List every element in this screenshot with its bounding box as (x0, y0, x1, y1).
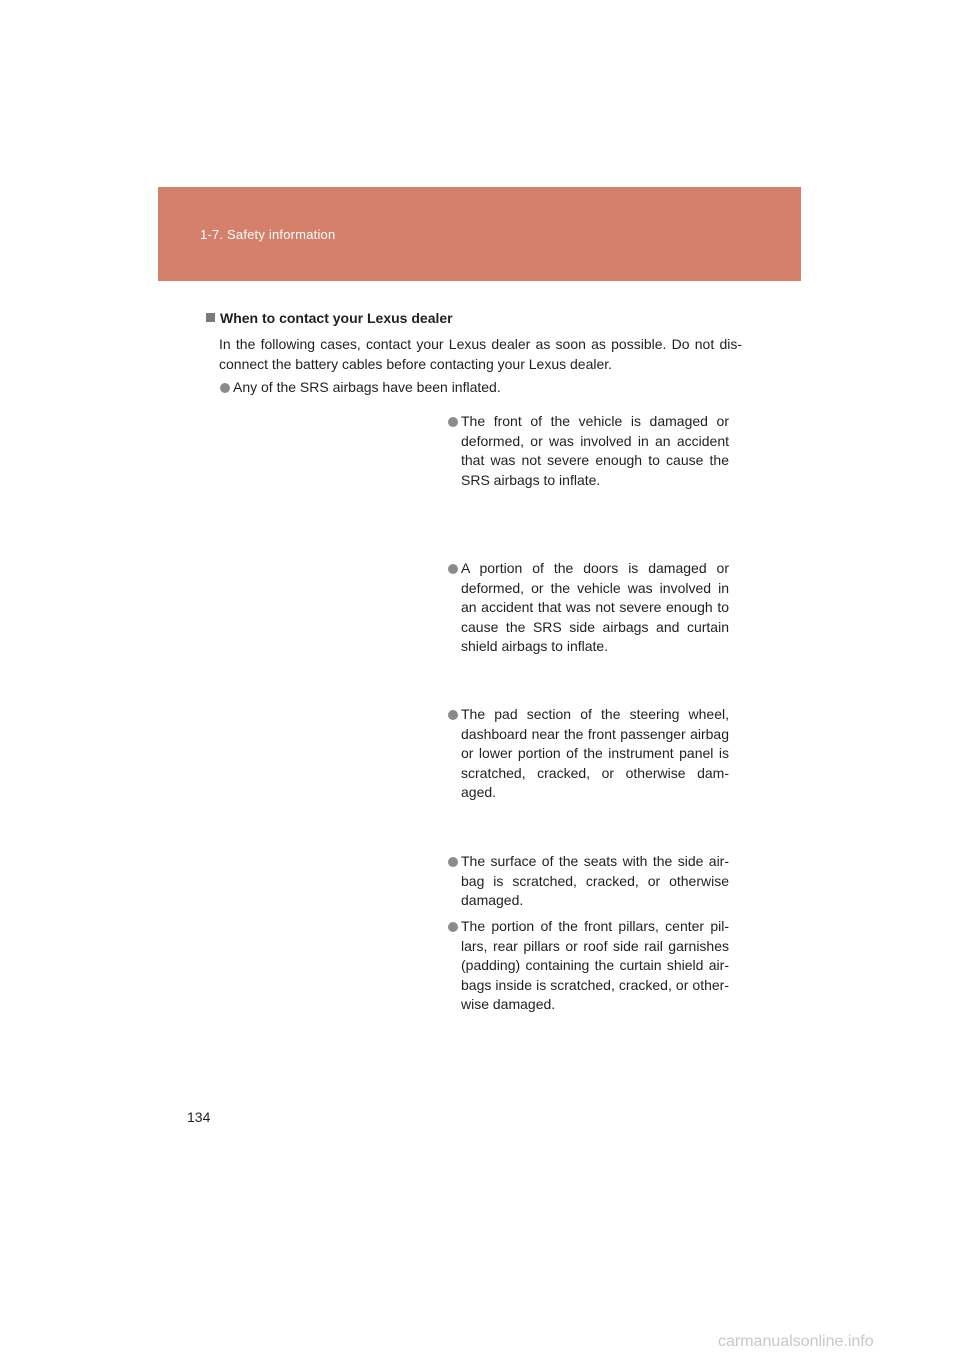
heading-text: When to contact your Lexus dealer (220, 310, 453, 326)
watermark: carmanualsonline.info (718, 1333, 874, 1350)
list-item (448, 705, 729, 803)
list-item-text: The pad section of the steering wheel, dashboard near the front passenger airbag or lower portion of the instrument panel is scratched, cracked, or otherwise dam-aged. (461, 706, 729, 800)
list-item-text: The surface of the seats with the side air-bag is scratched, cracked, or otherwise damaged. (461, 853, 729, 908)
section-label: 1-7. Safety information (200, 227, 336, 242)
page-number: 134 (187, 1109, 211, 1125)
section-heading (206, 310, 453, 326)
list-item-text: Any of the SRS airbags have been inflated. (233, 379, 501, 395)
list-item-text: The portion of the front pillars, center pil-lars, rear pillars or roof side rail garnishes (padding) containing the curtain shield air-bags inside is scratched, cracked, or other-wise damaged. (461, 918, 729, 1012)
bullet-icon (448, 710, 458, 720)
list-item-text: The front of the vehicle is damaged or deformed, or was involved in an accident that was not severe enough to cause the SRS airbags to inflate. (461, 413, 729, 488)
bullet-icon (448, 564, 458, 574)
list-item-text: A portion of the doors is damaged or deformed, or the vehicle was involved in an accident that was not severe enough to cause the SRS side airbags and curtain shield airbags to inflate. (461, 560, 729, 654)
bullet-icon (448, 417, 458, 427)
list-item (448, 559, 729, 657)
bullet-icon (448, 857, 458, 867)
list-item (220, 378, 740, 398)
header-band (158, 187, 801, 281)
list-item (448, 412, 729, 490)
square-bullet-icon (206, 313, 215, 322)
bullet-icon (448, 922, 458, 932)
intro-paragraph: In the following cases, contact your Lexus dealer as soon as possible. Do not dis-connect the battery cables before contacting your Lexus dealer. (219, 336, 742, 372)
list-item (448, 917, 729, 1015)
list-item (448, 852, 729, 911)
bullet-icon (220, 383, 230, 393)
